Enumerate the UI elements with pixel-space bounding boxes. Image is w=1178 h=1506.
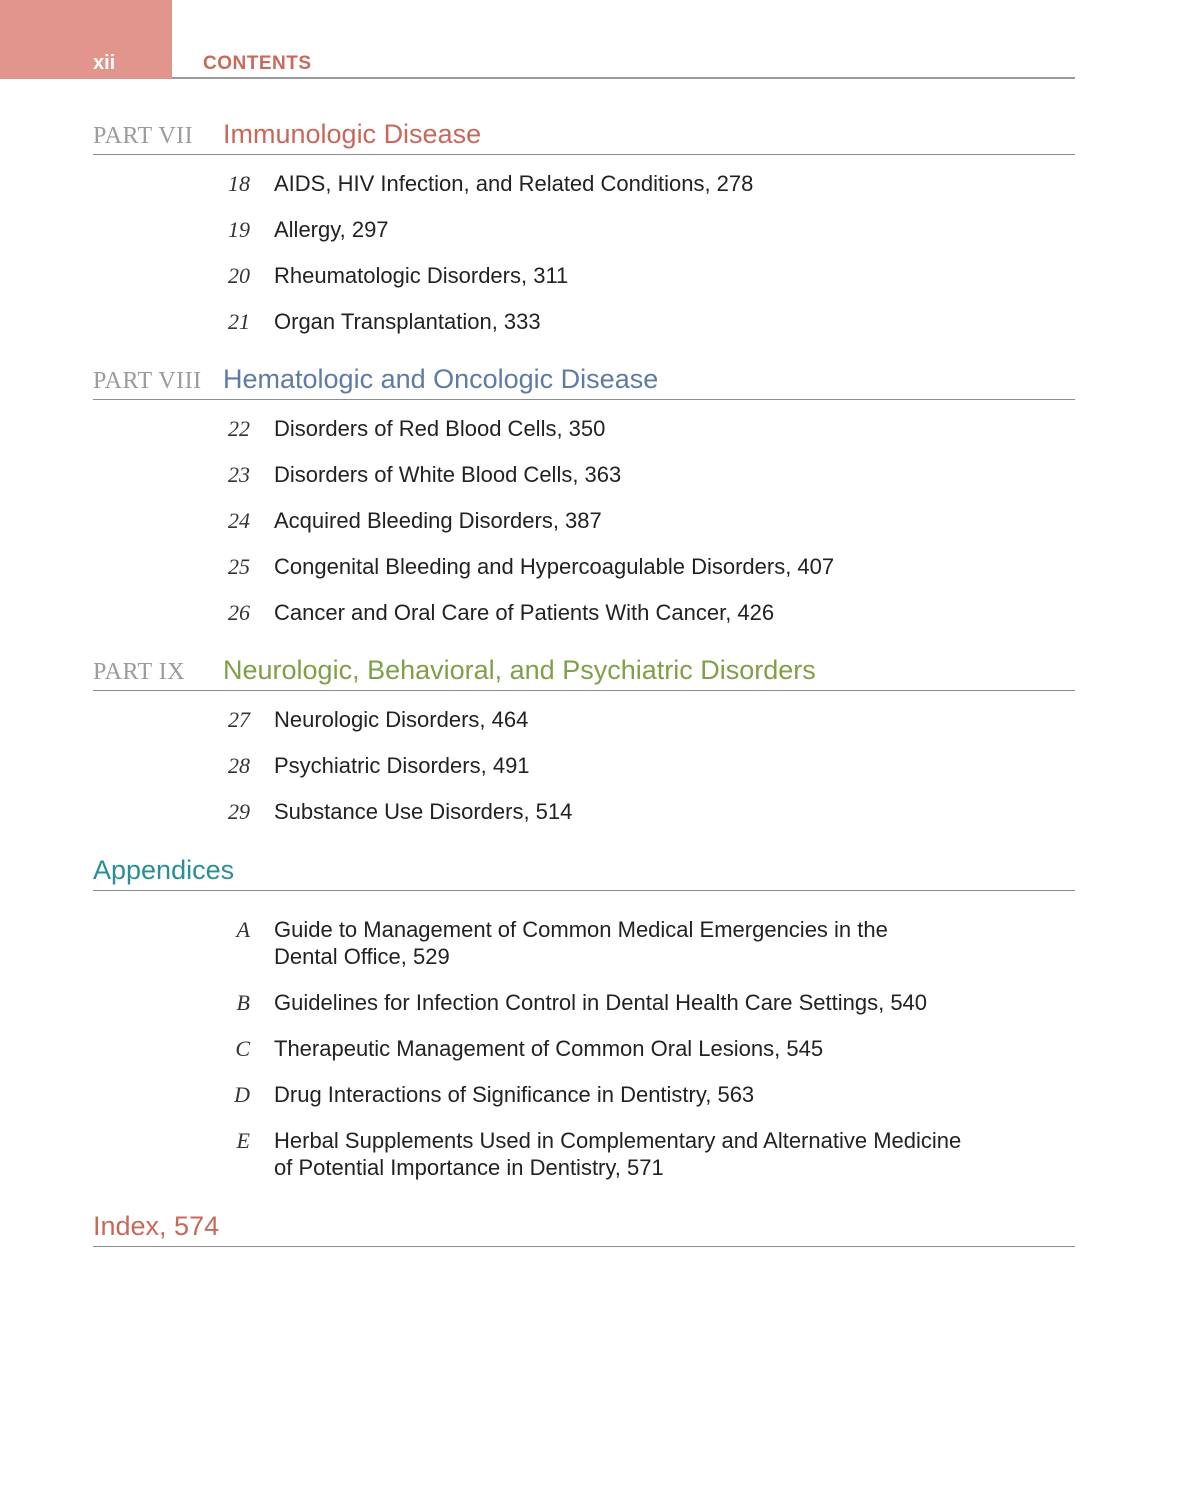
chapter-number: 20 bbox=[228, 263, 250, 288]
appendix-title[interactable]: Therapeutic Management of Common Oral Lesions, 545 bbox=[274, 1036, 824, 1061]
part-title: Neurologic, Behavioral, and Psychiatric Disorders bbox=[223, 655, 816, 685]
chapter-number: 18 bbox=[228, 171, 250, 196]
appendices-heading bbox=[93, 851, 1075, 891]
chapter-title[interactable]: Congenital Bleeding and Hypercoagulable Disorders, 407 bbox=[274, 554, 835, 579]
header-rule bbox=[172, 77, 1075, 79]
appendix-title-line2: of Potential Importance in Dentistry, 571 bbox=[274, 1155, 664, 1180]
section-rule bbox=[93, 154, 1075, 156]
part-label: PART IX bbox=[93, 659, 186, 685]
appendix-title[interactable]: Drug Interactions of Significance in Dentistry, 563 bbox=[274, 1082, 755, 1107]
chapter-title[interactable]: Disorders of White Blood Cells, 363 bbox=[274, 462, 622, 487]
chapter-number: 25 bbox=[228, 554, 250, 579]
appendix-letter: D bbox=[234, 1082, 250, 1107]
chapter-title[interactable]: Psychiatric Disorders, 491 bbox=[274, 753, 530, 778]
chapter-title[interactable]: Disorders of Red Blood Cells, 350 bbox=[274, 416, 606, 441]
section-rule bbox=[93, 890, 1075, 892]
chapter-title[interactable]: Substance Use Disorders, 514 bbox=[274, 799, 573, 824]
chapter-number: 19 bbox=[228, 217, 250, 242]
part-heading-8 bbox=[93, 360, 1075, 400]
chapter-title[interactable]: Acquired Bleeding Disorders, 387 bbox=[274, 508, 602, 533]
section-rule bbox=[93, 399, 1075, 401]
appendix-letter: B bbox=[236, 990, 250, 1015]
part-heading-7 bbox=[93, 115, 1075, 155]
chapter-number: 26 bbox=[228, 600, 250, 625]
chapter-number: 22 bbox=[228, 416, 250, 441]
index-title[interactable]: Index, 574 bbox=[93, 1211, 220, 1241]
chapter-title[interactable]: Rheumatologic Disorders, 311 bbox=[274, 263, 569, 288]
chapter-number: 21 bbox=[228, 309, 250, 334]
part-title: Hematologic and Oncologic Disease bbox=[223, 364, 659, 394]
chapter-number: 28 bbox=[228, 753, 250, 778]
page-number: xii bbox=[93, 52, 116, 74]
chapter-title[interactable]: Allergy, 297 bbox=[274, 217, 389, 242]
appendix-title[interactable]: Guidelines for Infection Control in Dental Health Care Settings, 540 bbox=[274, 990, 928, 1015]
chapter-number: 27 bbox=[228, 707, 250, 732]
appendix-letter: E bbox=[236, 1128, 250, 1153]
chapter-number: 29 bbox=[228, 799, 250, 824]
chapter-number: 24 bbox=[228, 508, 250, 533]
page-number-tab bbox=[0, 0, 172, 79]
appendix-letter: A bbox=[236, 917, 250, 942]
part-label: PART VII bbox=[93, 123, 194, 149]
part-label: PART VIII bbox=[93, 368, 202, 394]
appendix-letter: C bbox=[235, 1036, 250, 1061]
appendix-title-line1: Herbal Supplements Used in Complementary and Alternative Medicine bbox=[274, 1128, 962, 1153]
part-title: Immunologic Disease bbox=[223, 119, 482, 149]
appendix-title-line2: Dental Office, 529 bbox=[274, 944, 450, 969]
appendix-title[interactable] bbox=[274, 916, 1064, 970]
part-heading-9 bbox=[93, 651, 1075, 691]
chapter-title[interactable]: Neurologic Disorders, 464 bbox=[274, 707, 529, 732]
chapter-title[interactable]: Cancer and Oral Care of Patients With Cancer, 426 bbox=[274, 600, 775, 625]
chapter-title[interactable]: AIDS, HIV Infection, and Related Conditions, 278 bbox=[274, 171, 754, 196]
appendix-title-line1: Guide to Management of Common Medical Emergencies in the bbox=[274, 917, 888, 942]
index-heading[interactable] bbox=[93, 1207, 1075, 1247]
section-rule bbox=[93, 1246, 1075, 1248]
chapter-title[interactable]: Organ Transplantation, 333 bbox=[274, 309, 541, 334]
appendix-title[interactable] bbox=[274, 1127, 1064, 1181]
running-head: CONTENTS bbox=[203, 53, 312, 74]
chapter-number: 23 bbox=[228, 462, 250, 487]
section-rule bbox=[93, 690, 1075, 692]
appendices-title: Appendices bbox=[93, 855, 235, 885]
